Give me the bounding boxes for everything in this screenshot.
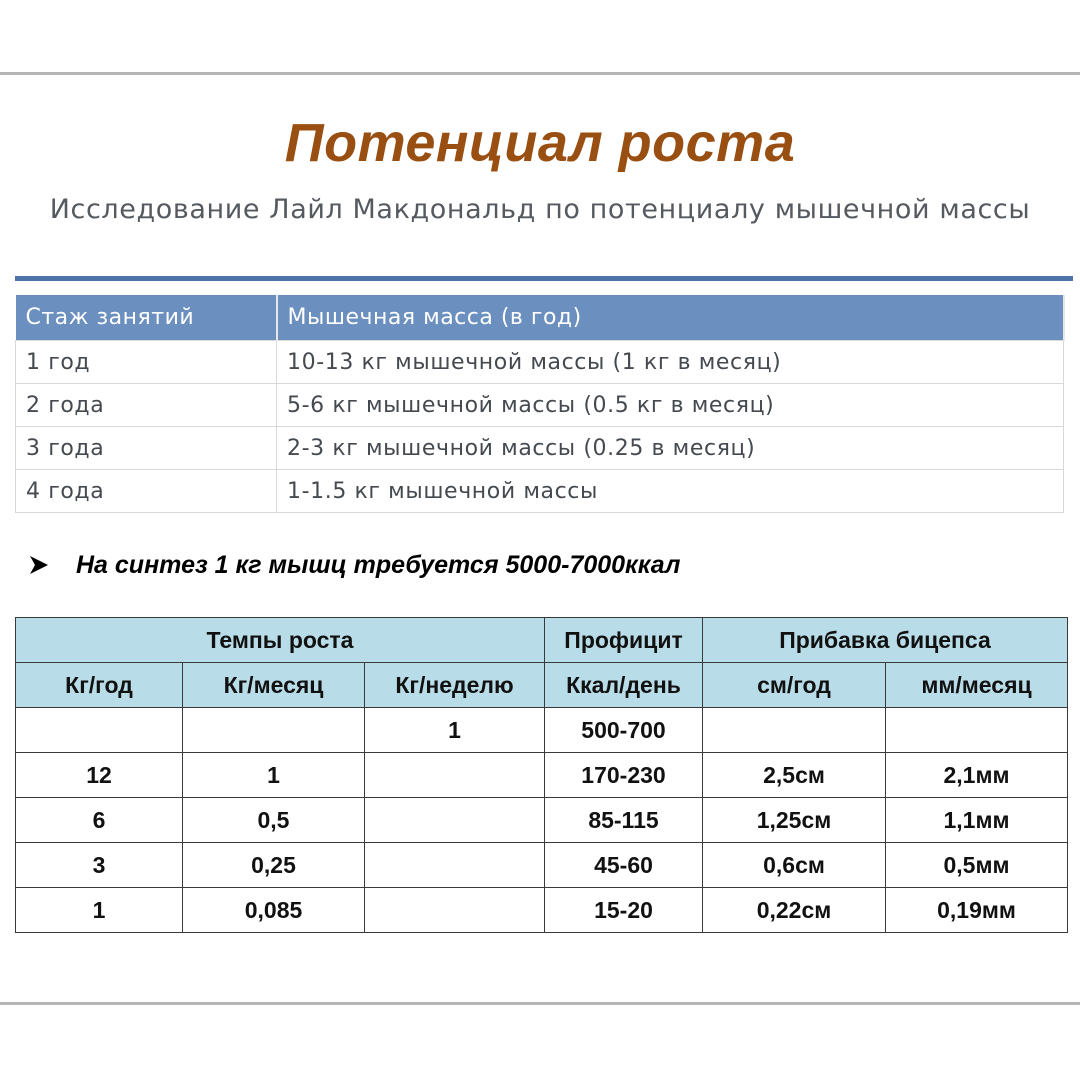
cell-muscle-mass: 10-13 кг мышечной массы (1 кг в месяц)	[277, 341, 1064, 384]
table-row	[16, 427, 1064, 470]
cell-kg-week	[365, 798, 545, 843]
cell-kg-year	[16, 708, 183, 753]
experience-table	[15, 295, 1065, 513]
table-row	[16, 384, 1064, 427]
cell-cm-year: 2,5см	[703, 753, 886, 798]
cell-kg-week: 1	[365, 708, 545, 753]
group-header-surplus: Профицит	[545, 618, 703, 663]
table-row	[16, 753, 1068, 798]
cell-kg-year: 3	[16, 843, 183, 888]
cell-mm-month: 2,1мм	[886, 753, 1068, 798]
cell-kg-month: 0,5	[183, 798, 365, 843]
growth-rate-table	[15, 617, 1068, 933]
bottom-divider	[0, 1002, 1080, 1005]
cell-experience: 2 года	[16, 384, 277, 427]
cell-kg-week	[365, 843, 545, 888]
cell-kg-month	[183, 708, 365, 753]
cell-experience: 4 года	[16, 470, 277, 513]
table-row	[16, 843, 1068, 888]
table-row	[16, 470, 1064, 513]
cell-kg-week	[365, 888, 545, 933]
cell-muscle-mass: 2-3 кг мышечной массы (0.25 в месяц)	[277, 427, 1064, 470]
cell-kcal-day: 170-230	[545, 753, 703, 798]
group-header-biceps-gain: Прибавка бицепса	[703, 618, 1068, 663]
cell-kg-month: 0,085	[183, 888, 365, 933]
cell-mm-month: 0,5мм	[886, 843, 1068, 888]
column-header-cm-year: см/год	[703, 663, 886, 708]
calorie-note	[28, 547, 680, 583]
cell-mm-month: 0,19мм	[886, 888, 1068, 933]
cell-cm-year	[703, 708, 886, 753]
cell-experience: 3 года	[16, 427, 277, 470]
table-row	[16, 888, 1068, 933]
cell-mm-month: 1,1мм	[886, 798, 1068, 843]
cell-experience: 1 год	[16, 341, 277, 384]
arrowhead-bullet-icon	[28, 554, 50, 576]
cell-kg-month: 0,25	[183, 843, 365, 888]
table-row	[16, 798, 1068, 843]
column-header-kg-week: Кг/неделю	[365, 663, 545, 708]
cell-cm-year: 0,22см	[703, 888, 886, 933]
cell-kg-year: 1	[16, 888, 183, 933]
group-header-row	[16, 618, 1068, 663]
cell-kcal-day: 15-20	[545, 888, 703, 933]
cell-cm-year: 1,25см	[703, 798, 886, 843]
title-rule	[15, 276, 1073, 281]
page-title: Потенциал роста	[284, 113, 796, 173]
cell-kg-month: 1	[183, 753, 365, 798]
column-header-kcal-day: Ккал/день	[545, 663, 703, 708]
sub-header-row	[16, 663, 1068, 708]
column-header-muscle-mass: Мышечная масса (в год)	[277, 295, 1064, 341]
group-header-growth-rate: Темпы роста	[16, 618, 545, 663]
cell-kcal-day: 500-700	[545, 708, 703, 753]
cell-kg-year: 6	[16, 798, 183, 843]
column-header-mm-month: мм/месяц	[886, 663, 1068, 708]
page-subtitle: Исследование Лайл Макдональд по потенциалу мышечной массы	[49, 194, 1031, 225]
cell-kg-year: 12	[16, 753, 183, 798]
table-row	[16, 708, 1068, 753]
cell-kcal-day: 85-115	[545, 798, 703, 843]
cell-muscle-mass: 5-6 кг мышечной массы (0.5 кг в месяц)	[277, 384, 1064, 427]
top-divider	[0, 72, 1080, 75]
column-header-experience: Стаж занятий	[16, 295, 277, 341]
table-row	[16, 341, 1064, 384]
column-header-kg-year: Кг/год	[16, 663, 183, 708]
cell-kg-week	[365, 753, 545, 798]
calorie-note-text: На синтез 1 кг мышц требуется 5000-7000ккал	[76, 550, 681, 579]
cell-cm-year: 0,6см	[703, 843, 886, 888]
cell-muscle-mass: 1-1.5 кг мышечной массы	[277, 470, 1064, 513]
cell-mm-month	[886, 708, 1068, 753]
column-header-kg-month: Кг/месяц	[183, 663, 365, 708]
cell-kcal-day: 45-60	[545, 843, 703, 888]
experience-table-header	[16, 295, 1064, 341]
